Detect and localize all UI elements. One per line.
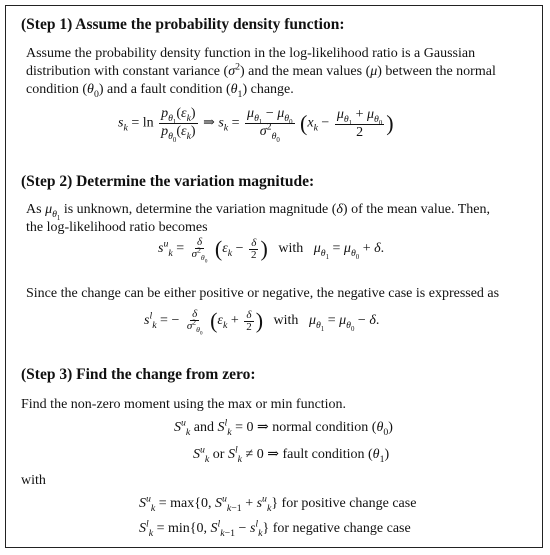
negative-change-equation: $S^l_k = \min\{0$, $S^l_{k-1} - s^l_k$} for negative change case [139, 518, 411, 539]
step1-equation: $s_k = \ln$ $\frac{p_{\theta_1}(\varepsilon_k)}{p_{\theta_0}(\varepsilon_k)}$ ⇒ $s_k$ = $\frac{\mu_{\theta_1} - \mu_{\theta_0}}{\sigma^2_{\theta_0}}$ ($x_k$ − $\frac{\mu_{\theta_1} + \mu_{\theta_0}}{2}$ ) [118, 106, 394, 144]
step1-line1: Assume the probability density function in the log-likelihood ratio is a Gaussian [26, 46, 476, 61]
step1-line3: condition $(\theta_0)$ and a fault condition $(\theta_1)$ change. [26, 82, 294, 100]
with-word-1: with [278, 241, 304, 257]
negative-case-label: for negative change case [272, 521, 411, 536]
fault-condition-label: fault condition [282, 447, 365, 462]
step1-line2: distribution with constant variance $(\sigma^2)$ and the mean values (μ) between the normal [26, 61, 496, 79]
with-label: with [21, 473, 46, 488]
likelihood-ratio-fraction: $\frac{p_{\theta_1}(\varepsilon_k)}{p_{\theta_0}(\varepsilon_k)}$ [161, 106, 196, 144]
mean-average-fraction: $\frac{\mu_{\theta_1} + \mu_{\theta_0}}{2}$ [336, 106, 383, 140]
with-word-2: with [273, 313, 299, 329]
fault-condition-equation: $S^u_k$ or $S^l_k \ne 0$ ⇒ fault condition $(\theta_1)$ [193, 444, 390, 465]
negative-case-text: Since the change can be either positive or negative, the negative case is expressed as [26, 286, 500, 301]
step2-line2: the log-likelihood ratio becomes [26, 220, 208, 235]
step2-positive-equation: $s^u_k$ = $\frac{\delta}{\sigma^2_{\theta_0}}$ ($\varepsilon_k$ − $\frac{\delta}{2}$ ) with $\mu_{\theta_1} = \mu_{\theta_0} + \delta$. [158, 235, 385, 265]
step2-negative-equation: $s^l_k$ = − $\frac{\delta}{\sigma^2_{\theta_0}}$ ($\varepsilon_k$ + $\frac{\delta}{2}$ ) with $\mu_{\theta_1} = \mu_{\theta_0} - \delta$. [144, 307, 380, 337]
step2-heading: (Step 2) Determine the variation magnitude: [21, 173, 315, 190]
step3-heading: (Step 3) Find the change from zero: [21, 366, 256, 383]
normal-condition-label: normal condition [272, 420, 369, 435]
positive-change-equation: $S^u_k = \max\{0$, $S^u_{k-1} + s^u_k$} for positive change case [139, 493, 417, 514]
positive-case-label: for positive change case [281, 496, 417, 511]
step1-paragraph [26, 45, 536, 99]
step1-heading: (Step 1) Assume the probability density function: [21, 16, 345, 33]
normal-condition-equation: $S^u_k$ and $S^l_k = 0$ ⇒ normal condition $(\theta_0)$ [174, 417, 393, 438]
step3-paragraph: Find the non-zero moment using the max or min function. [21, 397, 347, 412]
step2-paragraph [26, 201, 536, 237]
mean-difference-fraction: $\frac{\mu_{\theta_1} - \mu_{\theta_0}}{\sigma^2_{\theta_0}}$ [247, 106, 293, 144]
step2-line1: As $\mu_{\theta_1}$ is unknown, determine the variation magnitude (δ) of the mean value. Then, [26, 202, 490, 222]
document-frame [5, 5, 543, 548]
